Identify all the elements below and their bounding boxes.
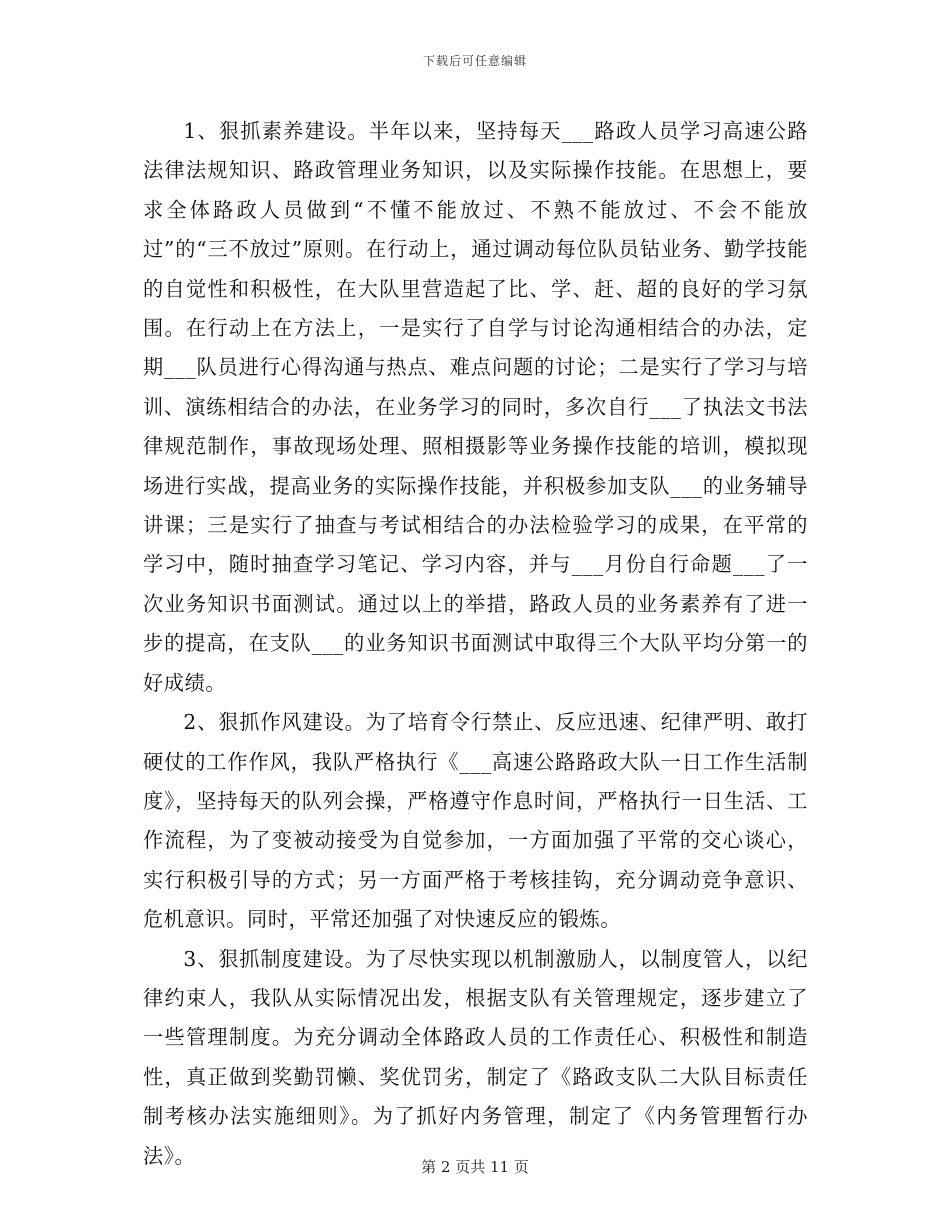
document-body bbox=[143, 112, 808, 1176]
page-number-footer: 第 2 页共 11 页 bbox=[421, 1158, 529, 1176]
paragraph-quality-building: 1、狠抓素养建设。半年以来，坚持每天___路政人员学习高速公路法律法规知识、路政管理业务知识，以及实际操作技能。在思想上，要求全体路政人员做到“不懂不能放过、不熟不能放过、不会不能放过”的“三不放过”原则。在行动上，通过调动每位队员钻业务、勤学技能的自觉性和积极性，在大队里营造起了比、学、赶、超的良好的学习氛围。在行动上在方法上，一是实行了自学与讨论沟通相结合的办法，定期___队员进行心得沟通与热点、难点问题的讨论；二是实行了学习与培训、演练相结合的办法，在业务学习的同时，多次自行___了执法文书法律规范制作，事故现场处理、照相摄影等业务操作技能的培训，模拟现场进行实战，提高业务的实际操作技能，并积极参加支队___的业务辅导讲课；三是实行了抽查与考试相结合的办法检验学习的成果，在平常的学习中，随时抽查学习笔记、学习内容，并与___月份自行命题___了一次业务知识书面测试。通过以上的举措，路政人员的业务素养有了进一步的提高，在支队___的业务知识书面测试中取得三个大队平均分第一的好成绩。 bbox=[143, 119, 808, 695]
paragraph-system-building: 3、狠抓制度建设。为了尽快实现以机制激励人，以制度管人，以纪律约束人，我队从实际情况出发，根据支队有关管理规定，逐步建立了一些管理制度。为充分调动全体路政人员的工作责任心、积极性和制造性，真正做到奖勤罚懒、奖优罚劣，制定了《路政支队二大队目标责任制考核办法实施细则》。为了抓好内务管理，制定了《内务管理暂行办法》。 bbox=[143, 946, 808, 1168]
paragraph-style-building: 2、狠抓作风建设。为了培育令行禁止、反应迅速、纪律严明、敢打硬仗的工作作风，我队严格执行《___高速公路路政大队一日工作生活制度》，坚持每天的队列会操，严格遵守作息时间，严格执行一日生活、工作流程，为了变被动接受为自觉参加，一方面加强了平常的交心谈心，实行积极引导的方式；另一方面严格于考核挂钩，充分调动竞争意识、危机意识。同时，平常还加强了对快速反应的锻炼。 bbox=[143, 710, 808, 932]
page-header: 下载后可任意编辑 bbox=[422, 54, 527, 68]
